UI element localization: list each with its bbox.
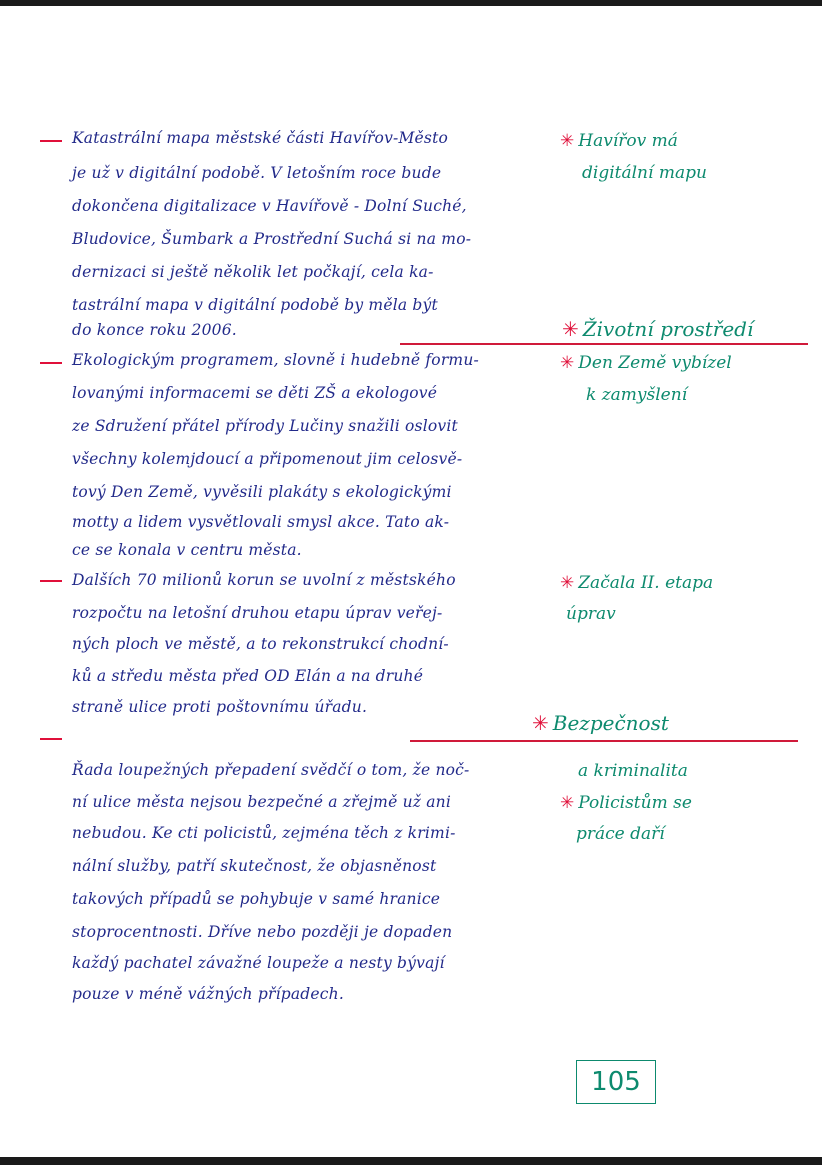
margin-note: ✳ Policistům se: [560, 793, 692, 813]
text-line: ných ploch ve městě, a to rekonstrukcí chodní-: [72, 635, 449, 653]
paragraph-dash: [40, 738, 62, 740]
asterisk-icon: ✳: [560, 353, 575, 373]
margin-note: digitální mapu: [582, 163, 707, 183]
section-heading-continued: a kriminalita: [578, 761, 688, 781]
text-line: každý pachatel závažné loupeže a nesty bývají: [72, 954, 445, 972]
text-line: ků a středu města před OD Elán a na druhé: [72, 667, 424, 685]
text-line: tastrální mapa v digitální podobě by měla být: [72, 296, 438, 314]
text-line: motty a lidem vysvětlovali smysl akce. Tato ak-: [72, 513, 450, 531]
text-line: dokončena digitalizace v Havířově - Dolní Suché,: [72, 197, 467, 215]
text-line: Ekologickým programem, slovně i hudebně formu-: [72, 351, 479, 369]
text-line: Bludovice, Šumbark a Prostřední Suchá si na mo-: [72, 230, 472, 248]
section-rule: [410, 740, 798, 742]
section-heading: ✳ Životní prostředí: [562, 317, 754, 341]
text-line: ní ulice města nejsou bezpečné a zřejmě už ani: [72, 793, 452, 811]
asterisk-icon: ✳: [560, 131, 575, 151]
margin-note: ✳ Den Země vybízel: [560, 353, 732, 373]
margin-note: k zamyšlení: [586, 385, 688, 405]
asterisk-icon: ✳: [560, 573, 575, 593]
text-line: rozpočtu na letošní druhou etapu úprav veřej-: [72, 604, 443, 622]
paragraph-dash: [40, 140, 62, 142]
text-line: pouze v méně vážných případech.: [72, 985, 344, 1003]
text-line: lovanými informacemi se děti ZŠ a ekologové: [72, 384, 438, 402]
text-line: Dalších 70 milionů korun se uvolní z městského: [72, 571, 456, 589]
bottom-scan-edge: [0, 1157, 822, 1165]
paragraph-dash: [40, 362, 62, 364]
text-line: nebudou. Ke cti policistů, zejména těch z krimi-: [72, 824, 456, 842]
text-line: do konce roku 2006.: [72, 321, 237, 339]
text-line: tový Den Země, vyvěsili plakáty s ekologickými: [72, 483, 452, 501]
margin-note: ✳ Začala II. etapa: [560, 573, 714, 593]
page-number: 105: [576, 1060, 656, 1104]
text-line: ce se konala v centru města.: [72, 541, 302, 559]
paragraph-dash: [40, 580, 62, 582]
margin-note: práce daří: [576, 824, 665, 844]
margin-note: úprav: [566, 604, 616, 624]
text-line: všechny kolemjdoucí a připomenout jim celosvě-: [72, 450, 463, 468]
text-line: ze Sdružení přátel přírody Lučiny snažili oslovit: [72, 417, 458, 435]
text-line: dernizaci si ještě několik let počkají, cela ka-: [72, 263, 434, 281]
asterisk-icon: ✳: [532, 711, 549, 735]
asterisk-icon: ✳: [560, 793, 575, 813]
section-heading: ✳ Bezpečnost: [532, 711, 669, 735]
text-line: je už v digitální podobě. V letošním roce bude: [72, 164, 442, 182]
text-line: takových případů se pohybuje v samé hranice: [72, 890, 441, 908]
top-scan-edge: [0, 0, 822, 6]
section-rule: [400, 343, 808, 345]
text-line: straně ulice proti poštovnímu úřadu.: [72, 698, 368, 716]
text-line: Řada loupežných přepadení svědčí o tom, že noč-: [72, 761, 470, 779]
text-line: stoprocentnosti. Dříve nebo později je dopaden: [72, 923, 453, 941]
text-line: nální služby, patří skutečnost, že objasněnost: [72, 857, 437, 875]
asterisk-icon: ✳: [562, 317, 579, 341]
text-line: Katastrální mapa městské části Havířov-Město: [72, 129, 449, 147]
margin-note: ✳ Havířov má: [560, 131, 678, 151]
